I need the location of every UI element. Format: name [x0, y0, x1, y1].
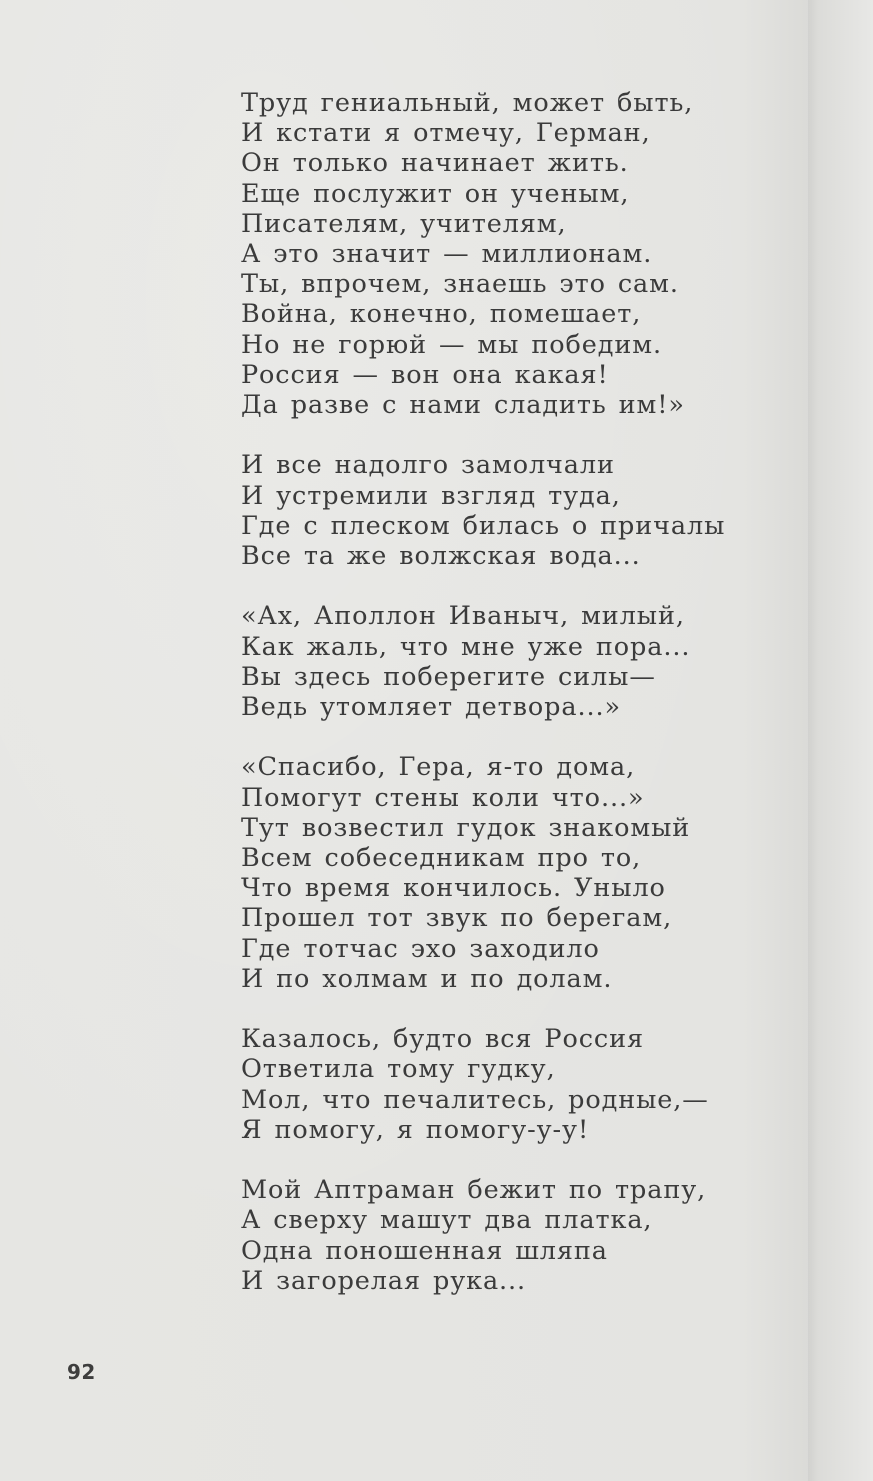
poem-line: Помогут стены коли что...»: [241, 782, 645, 813]
poem-line: И по холмам и по долам.: [241, 963, 613, 994]
poem-line: Казалось, будто вся Россия: [241, 1024, 644, 1055]
stanza-gap: [241, 571, 761, 601]
poem-line: И устремили взгляд туда,: [241, 480, 621, 511]
poem-line: И загорелая рука...: [241, 1265, 527, 1296]
poem-line: Ответила тому гудку,: [241, 1054, 556, 1085]
poem-line: Я помогу, я помогу-у-у!: [241, 1114, 590, 1145]
poem-line: Где тотчас эхо заходило: [241, 933, 600, 964]
poem-text: [241, 88, 761, 1296]
poem-line: Всем собеседникам про то,: [241, 843, 642, 874]
poem-line: Что время кончилось. Уныло: [241, 873, 666, 904]
stanza-1: [241, 88, 761, 420]
poem-line: Как жаль, что мне уже пора...: [241, 631, 691, 662]
poem-line: Писателям, учителям,: [241, 208, 567, 239]
poem-line: Но не горюй — мы победим.: [241, 329, 662, 360]
poem-line: И кстати я отмечу, Герман,: [241, 118, 651, 149]
stanza-4: [241, 752, 761, 994]
poem-line: Еще послужит он ученым,: [241, 178, 630, 209]
stanza-gap: [241, 722, 761, 752]
poem-line: А сверху машут два платка,: [241, 1205, 653, 1236]
poem-line: Где с плеском билась о причалы: [241, 510, 726, 541]
poem-line: Ты, впрочем, знаешь это сам.: [241, 269, 679, 300]
poem-line: Мол, что печалитесь, родные,—: [241, 1084, 709, 1115]
poem-line: Прошел тот звук по берегам,: [241, 903, 673, 934]
poem-line: Все та же волжская вода...: [241, 541, 641, 572]
poem-line: Одна поношенная шляпа: [241, 1235, 608, 1266]
poem-line: Он только начинает жить.: [241, 148, 629, 179]
poem-line: А это значит — миллионам.: [241, 239, 653, 270]
page-number: 92: [67, 1360, 96, 1384]
poem-line: Да разве с нами сладить им!»: [241, 390, 685, 421]
poem-line: Тут возвестил гудок знакомый: [241, 812, 691, 843]
stanza-gap: [241, 420, 761, 450]
stanza-3: [241, 601, 761, 722]
poem-line: Война, конечно, помешает,: [241, 299, 642, 330]
stanza-gap: [241, 994, 761, 1024]
poem-line: Россия — вон она какая!: [241, 359, 609, 390]
stanza-gap: [241, 1145, 761, 1175]
stanza-6: [241, 1175, 761, 1296]
stanza-5: [241, 1024, 761, 1145]
poem-line: Труд гениальный, может быть,: [241, 88, 694, 118]
poem-line: Ведь утомляет детвора...»: [241, 692, 621, 723]
poem-line: Вы здесь поберегите силы—: [241, 661, 656, 692]
page-edge-shadow: [808, 0, 818, 1481]
poem-line: «Спасибо, Гера, я-то дома,: [241, 752, 636, 783]
poem-line: И все надолго замолчали: [241, 450, 615, 481]
poem-line: «Ах, Аполлон Иваныч, милый,: [241, 601, 685, 632]
stanza-2: [241, 450, 761, 571]
poem-line: Мой Аптраман бежит по трапу,: [241, 1175, 707, 1206]
